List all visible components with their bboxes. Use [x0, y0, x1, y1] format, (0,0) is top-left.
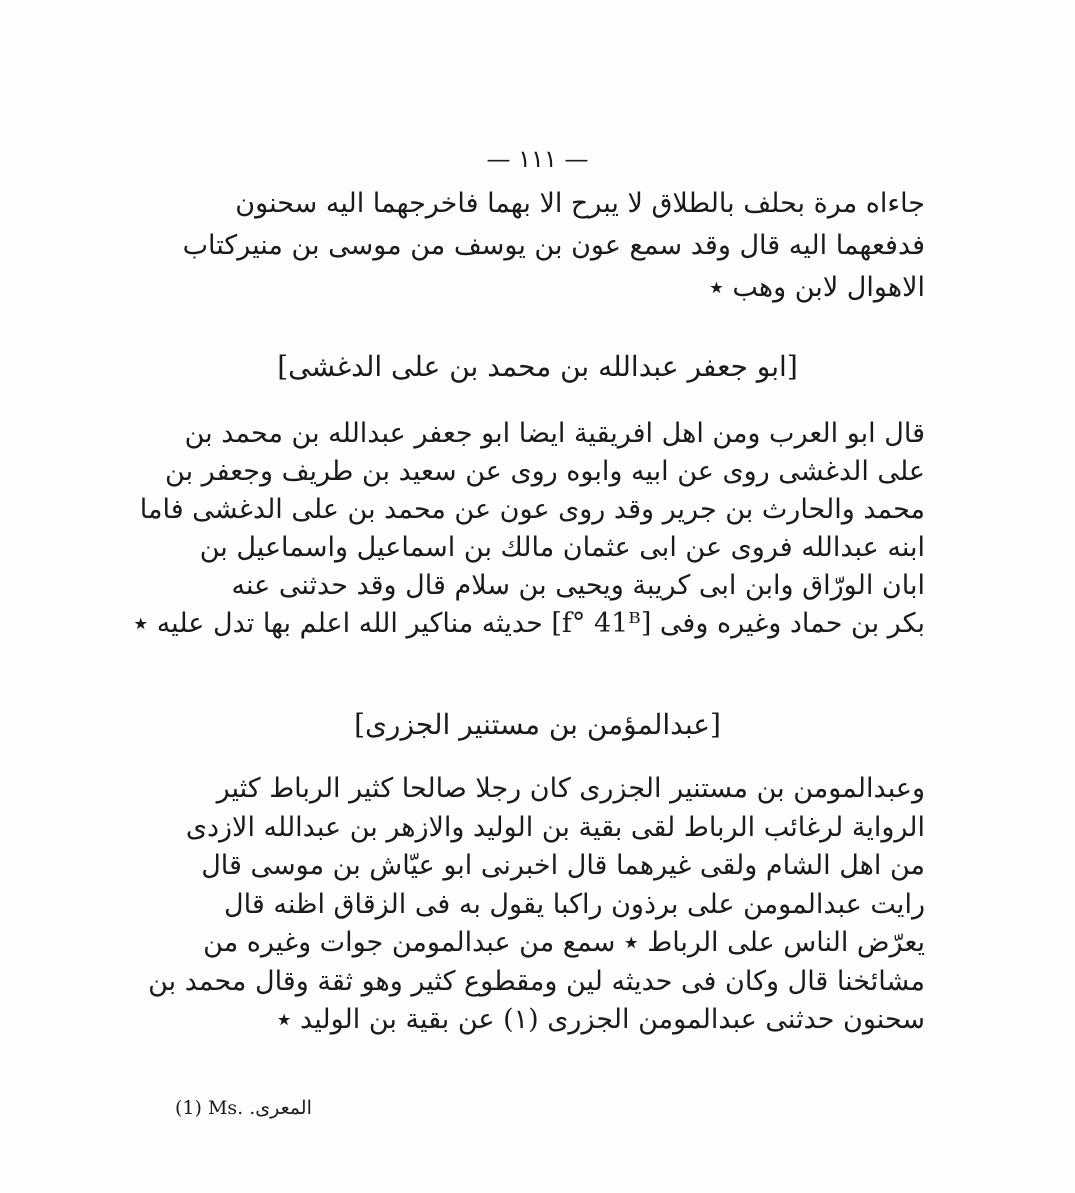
footnote-text: المعرى.	[249, 1097, 312, 1119]
paragraph-3	[140, 770, 925, 1040]
text-line: سحنون حدثنى عبدالمومن الجزرى (١) عن بقية بن الوليد ٭	[276, 1004, 925, 1035]
text-line: وعبدالمومن بن مستنير الجزرى كان رجلا صالحا كثير الرباط كثير	[216, 773, 925, 804]
text-line: جاءاه مرة بحلف بالطلاق لا يبرح الا بهما فاخرجهما اليه سحنون	[235, 188, 925, 219]
text-line: ابنه عبدالله فروى عن ابى عثمان مالك بن اسماعيل واسماعيل بن	[199, 532, 925, 563]
text-line: الرواية لرغائب الرباط لقى بقية بن الوليد والازهر بن عبدالله الازدى	[185, 811, 925, 843]
text-line: قال ابو العرب ومن اهل افريقية ايضا ابو جعفر عبدالله بن محمد بن	[184, 418, 925, 449]
footnote-marker: (1) Ms.	[175, 1097, 244, 1119]
section-heading-abu-jafar: [ابو جعفر عبدالله بن محمد بن على الدغشى]	[277, 350, 798, 383]
section-heading-abdelmumin: [عبدالمؤمن بن مستنير الجزرى]	[354, 708, 721, 741]
text-line: فدفعهما اليه قال وقد سمع عون بن يوسف من موسى بن منيركتاب	[182, 230, 925, 261]
text-line: محمد والحارث بن جرير وقد روى عون عن محمد بن على الدغشى فاما	[139, 494, 925, 525]
text-line: يعرّض الناس على الرباط ٭ سمع من عبدالمومن جوات وغيره من	[203, 927, 925, 958]
paragraph-2	[133, 415, 925, 643]
text-line: مشائخنا قال وكان فى حديثه لين ومقطوع كثير وهو ثقة وقال محمد بن	[148, 965, 925, 997]
text-line: الاهوال لابن وهب ٭	[709, 272, 925, 303]
text-line: من اهل الشام ولقى غيرهما قال اخبرنى ابو عيّاش بن موسى قال	[201, 850, 925, 881]
paragraph-1	[140, 183, 925, 309]
footnote	[175, 1097, 312, 1119]
text-line: بكر بن حماد وغيره وفى [f° 41ᴮ] حديثه مناكير الله اعلم بها تدل عليه ٭	[133, 608, 925, 639]
text-line: ابان الورّاق وابن ابى كريبة ويحيى بن سلام قال وقد حدثنى عنه	[231, 570, 925, 601]
text-line: رايت عبدالمومن على برذون راكبا يقول به فى الزقاق اظنه قال	[224, 888, 925, 920]
page-number: — ۱۱۱ —	[486, 145, 589, 173]
text-line: على الدغشى روى عن ابيه وابوه روى عن سعيد بن طريف وجعفر بن	[165, 456, 925, 487]
